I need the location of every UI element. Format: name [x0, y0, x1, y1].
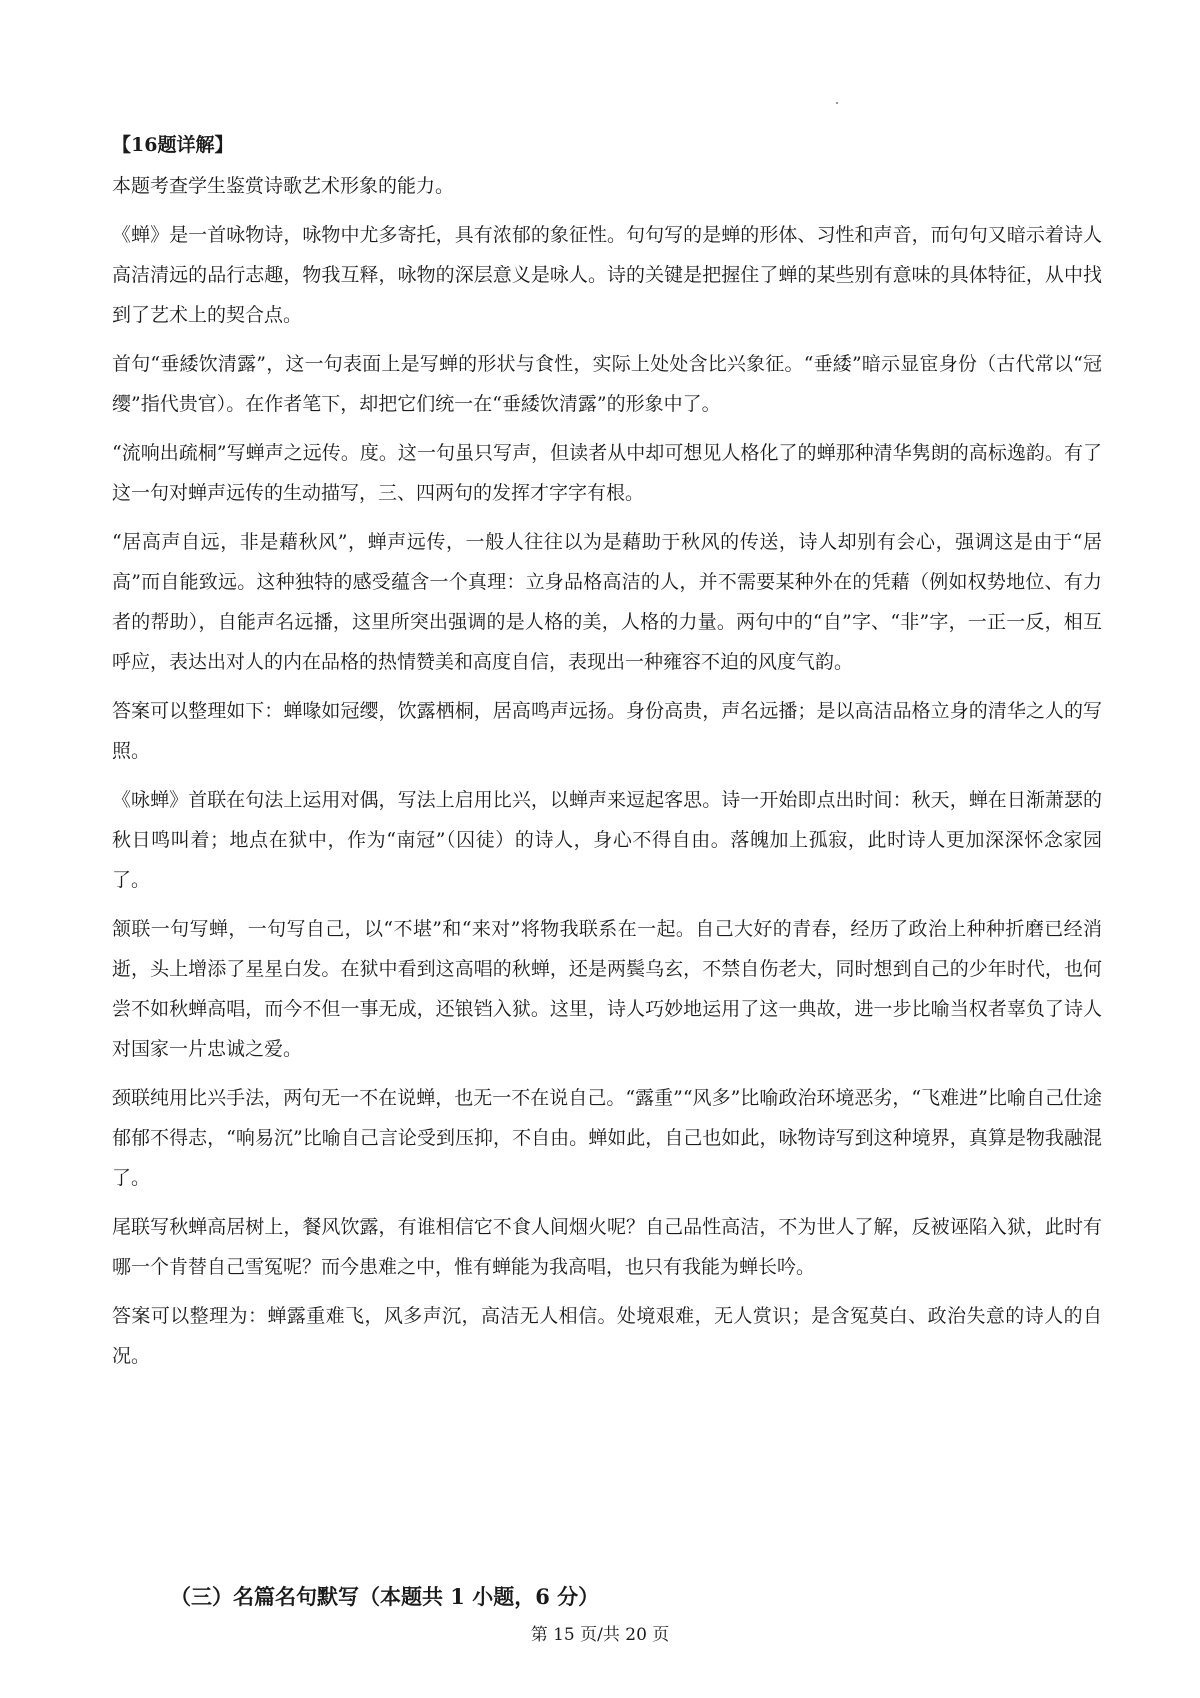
- scan-speck: [836, 102, 838, 104]
- paragraph-9: 颈联纯用比兴手法，两句无一不在说蝉，也无一不在说自己。“露重”“风多”比喻政治环境恶劣，“飞难进”比喻自己仕途郁郁不得志，“响易沉”比喻自己言论受到压抑，不自由。蝉如此，自己也如此，咏物诗写到这种境界，真算是物我融混了。: [112, 1087, 1102, 1189]
- paragraph-2: 《蝉》是一首咏物诗，咏物中尤多寄托，具有浓郁的象征性。句句写的是蝉的形体、习性和声音，而句句又暗示着诗人高洁清远的品行志趣，物我互释，咏物的深层意义是咏人。诗的关键是把握住了蝉的某些别有意味的具体特征，从中找到了艺术上的契合点。: [112, 224, 1102, 326]
- paragraph-11: 答案可以整理为：蝉露重难飞，风多声沉，高洁无人相信。处境艰难，无人赏识；是含冤莫白、政治失意的诗人的自况。: [112, 1305, 1102, 1367]
- paragraph-10: 尾联写秋蝉高居树上，餐风饮露，有谁相信它不食人间烟火呢？自己品性高洁，不为世人了解，反被诬陷入狱，此时有哪一个肯替自己雪冤呢？而今患难之中，惟有蝉能为我高唱，也只有我能为蝉长吟。: [112, 1216, 1102, 1278]
- paragraph-3: 首句“垂緌饮清露”，这一句表面上是写蝉的形状与食性，实际上处处含比兴象征。“垂緌”暗示显宦身份（古代常以“冠缨”指代贵官）。在作者笔下，却把它们统一在“垂緌饮清露”的形象中了。: [112, 353, 1102, 415]
- paragraph-5: “居高声自远，非是藉秋风”，蝉声远传，一般人往往以为是藉助于秋风的传送，诗人却别有会心，强调这是由于“居高”而自能致远。这种独特的感受蕴含一个真理：立身品格高洁的人，并不需要某种外在的凭藉（例如权势地位、有力者的帮助），自能声名远播，这里所突出强调的是人格的美，人格的力量。两句中的“自”字、“非”字，一正一反，相互呼应，表达出对人的内在品格的热情赞美和高度自信，表现出一种雍容不迫的风度气韵。: [112, 531, 1102, 673]
- section-heading: 【16题详解】: [112, 134, 234, 156]
- paragraph-8: 颔联一句写蝉，一句写自己，以“不堪”和“来对”将物我联系在一起。自己大好的青春，经历了政治上种种折磨已经消逝，头上增添了星星白发。在狱中看到这高唱的秋蝉，还是两鬓乌玄，不禁自伤老大，同时想到自己的少年时代，也何尝不如秋蝉高唱，而今不但一事无成，还锒铛入狱。这里，诗人巧妙地运用了这一典故，进一步比喻当权者辜负了诗人对国家一片忠诚之爱。: [112, 918, 1102, 1060]
- next-section-heading: （三）名篇名句默写（本题共 1 小题，6 分）: [170, 1584, 600, 1609]
- answer-explanation: [112, 128, 1102, 1385]
- page-footer: 第 15 页/共 20 页: [530, 1625, 670, 1645]
- paragraph-6: 答案可以整理如下：蝉喙如冠缨，饮露栖桐，居高鸣声远扬。身份高贵，声名远播；是以高洁品格立身的清华之人的写照。: [112, 700, 1102, 762]
- paragraph-7: 《咏蝉》首联在句法上运用对偶，写法上启用比兴，以蝉声来逗起客思。诗一开始即点出时间：秋天，蝉在日渐萧瑟的秋日鸣叫着；地点在狱中，作为“南冠”（囚徒）的诗人，身心不得自由。落魄加上孤寂，此时诗人更加深深怀念家园了。: [112, 789, 1102, 891]
- paragraph-1: 本题考查学生鉴赏诗歌艺术形象的能力。: [112, 175, 455, 197]
- paragraph-4: “流响出疏桐”写蝉声之远传。度。这一句虽只写声，但读者从中却可想见人格化了的蝉那种清华隽朗的高标逸韵。有了这一句对蝉声远传的生动描写，三、四两句的发挥才字字有根。: [112, 442, 1102, 504]
